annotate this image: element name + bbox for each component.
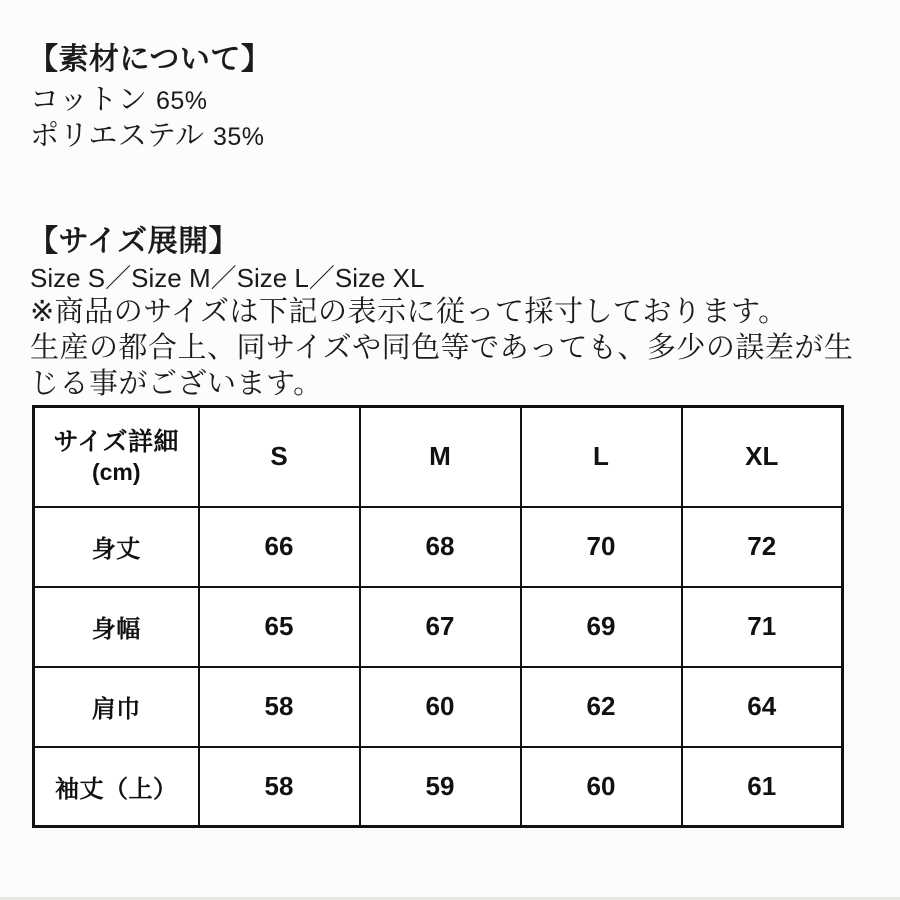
corner-title: サイズ詳細 <box>53 427 179 456</box>
table-header-row <box>34 407 843 507</box>
cell-value: 60 <box>360 667 521 747</box>
table-row-body-width <box>34 587 843 667</box>
column-header-m: M <box>360 407 521 507</box>
cell-value: 65 <box>199 587 360 667</box>
material-line-cotton <box>30 82 208 119</box>
size-note-line-1: ※商品のサイズは下記の表示に従って採寸しております。 <box>30 296 788 328</box>
materials-heading: 【素材について】 <box>28 43 272 76</box>
cell-value: 60 <box>521 747 682 827</box>
cell-value: 71 <box>682 587 843 667</box>
cell-value: 58 <box>199 747 360 827</box>
size-range-line: Size S／Size M／Size L／Size XL <box>30 263 425 293</box>
column-header-l: L <box>521 407 682 507</box>
size-table <box>32 405 844 828</box>
sizes-heading: 【サイズ展開】 <box>28 225 240 258</box>
cell-value: 72 <box>682 507 843 587</box>
material-line-polyester <box>30 118 265 155</box>
table-row-body-length <box>34 507 843 587</box>
column-header-s: S <box>199 407 360 507</box>
cell-value: 62 <box>521 667 682 747</box>
cell-value: 66 <box>199 507 360 587</box>
cell-value: 67 <box>360 587 521 667</box>
table-corner-cell <box>34 407 199 507</box>
material-percent: 35% <box>212 123 265 151</box>
row-label: 身丈 <box>34 507 199 587</box>
row-label: 身幅 <box>34 587 199 667</box>
cell-value: 61 <box>682 747 843 827</box>
column-header-xl: XL <box>682 407 843 507</box>
cell-value: 70 <box>521 507 682 587</box>
cell-value: 58 <box>199 667 360 747</box>
table-row-shoulder-width <box>34 667 843 747</box>
material-label: ポリエステル <box>30 120 205 152</box>
row-label: 袖丈（上） <box>34 747 199 827</box>
table-row-sleeve-length <box>34 747 843 827</box>
cell-value: 64 <box>682 667 843 747</box>
cell-value: 59 <box>360 747 521 827</box>
corner-unit: (cm) <box>91 458 141 485</box>
material-percent: 65% <box>155 87 208 115</box>
row-label: 肩巾 <box>34 667 199 747</box>
size-note-line-2: 生産の都合上、同サイズや同色等であっても、多少の誤差が生 <box>30 332 854 364</box>
cell-value: 68 <box>360 507 521 587</box>
material-label: コットン <box>30 84 148 116</box>
size-note-line-3: じる事がございます。 <box>30 368 323 400</box>
cell-value: 69 <box>521 587 682 667</box>
